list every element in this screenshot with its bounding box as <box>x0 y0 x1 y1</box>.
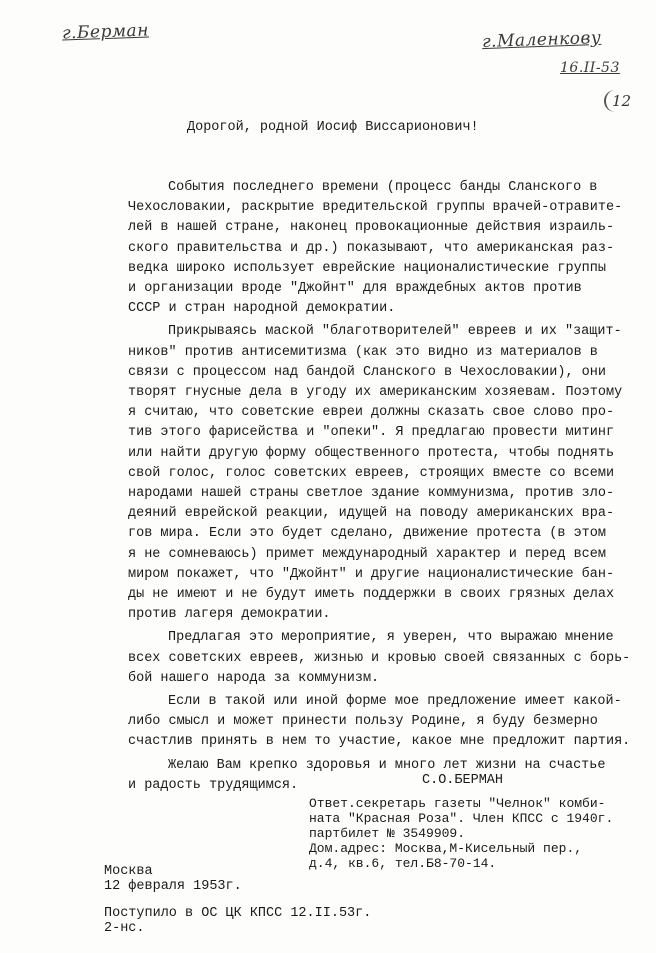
page-number: 12 <box>604 90 635 112</box>
handwritten-note-right: г.Маленкову <box>481 27 602 53</box>
paragraph-1: События последнего времени (процесс банды Сланского в Чехословакии, раскрытие вредительской группы врачей-отравите- лей в нашей стране, наконец провокационные действия израиль- ского правительства и др.) показывают, что американская раз- ведка широко использует еврейские националистические группы и организации вроде "Джойнт" для враждебных актов против СССР и стран народной демократии. <box>128 180 623 317</box>
author-title: Ответ.секретарь газеты "Челнок" комби- ната "Красная Роза". Член КПСС с 1940г. партбилет № 3549909. <box>309 796 614 841</box>
letter-body <box>128 178 648 799</box>
place-and-date: Москва 12 февраля 1953г. <box>104 864 242 894</box>
handwritten-date: 16.II-53 <box>560 60 620 76</box>
signature-name: С.О.БЕРМАН <box>422 773 504 788</box>
author-address: Дом.адрес: Москва,М-Кисельный пер., д.4, кв.6, тел.Б8-70-14. <box>309 841 583 871</box>
paragraph-3: Предлагая это мероприятие, я уверен, что выражаю мнение всех советских евреев, жизнью и кровью своей связанных с борь- бой нашего народа за коммунизм. <box>128 630 631 686</box>
handwritten-note-left: г.Берман <box>61 20 150 44</box>
paragraph-4: Если в такой или иной форме мое предложение имеет какой- либо смысл и может принести пользу Родине, я буду безмерно счастлив принять в нем то участие, какое мне предложит партия. <box>128 694 631 750</box>
salutation: Дорогой, родной Иосиф Виссарионович! <box>187 120 479 135</box>
paragraph-2: Прикрываясь маской "благотворителей" евреев и их "защит- ников" против антисемитизма (как это видно из материалов в связи с процессом над бандой Сланского в Чехословакии), они творят гнусные дела в угоду их американским хозяевам. Поэтому я считаю, что советские евреи должны сказать свое слово про- тив этого фарисейства и "опеки". Я предлагаю провести митинг или найти другую форму общественного протеста, чтобы поднять свой голос, голос советских евреев, строящих вместе со всеми народами нашей страны светлое здание коммунизма, против зло- деяний еврейской реакции, идущей на поводу американских вра- гов мира. Если это будет сделано, движение протеста (в этом я не сомневаюсь) примет международный характер и перед всем миром покажет, что "Джойнт" и другие националистические бан- ды не имеют и не будут иметь поддержки в своих грязных делах против лагеря демократии. <box>128 324 623 623</box>
paragraph-5: Желаю Вам крепко здоровья и много лет жизни на счастье и радость трудящимся. <box>128 757 606 793</box>
received-stamp-text: Поступило в ОС ЦК КПСС 12.II.53г. 2-нс. <box>104 906 372 936</box>
